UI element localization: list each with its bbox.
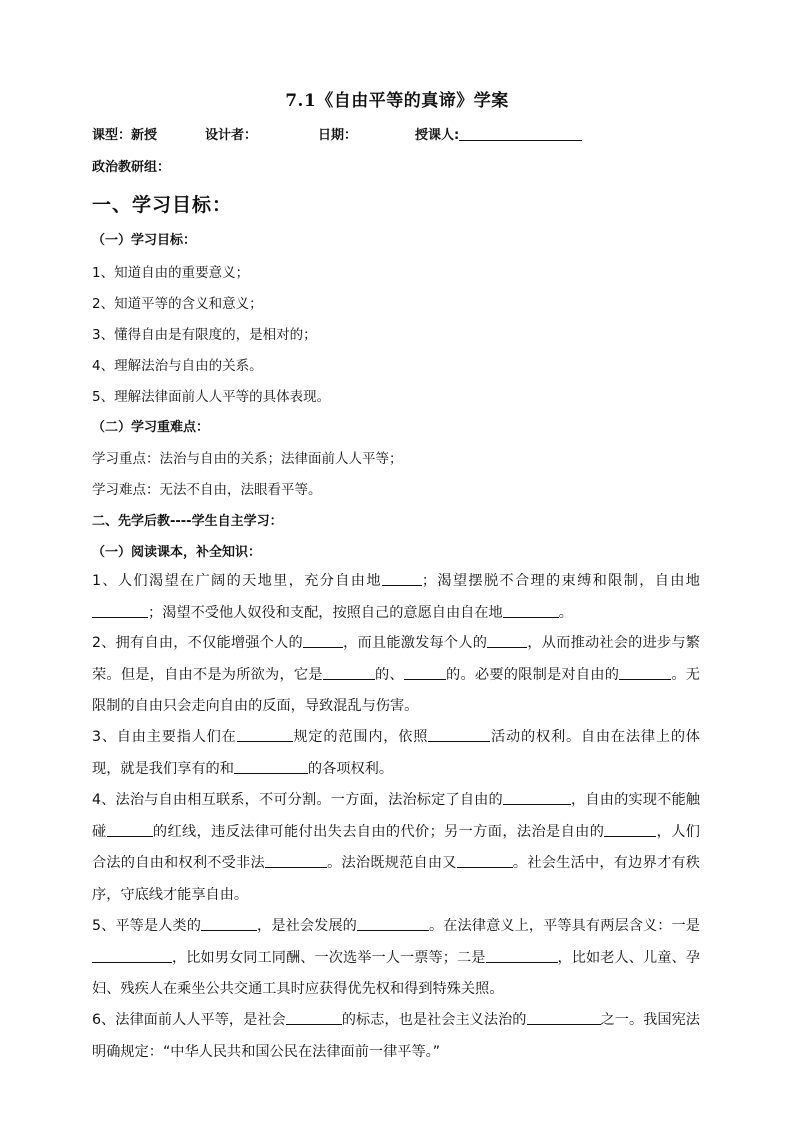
fill-blank[interactable]: [265, 852, 327, 868]
question-4: 4、法治与自由相互联系，不可分割。一方面，法治标定了自由的 ，自由的实现不能触碰 的红线，违反法律可能付出失去自由的代价；另一方面，法治是自由的 ，人们合法的自由和权利不受非法 。法治既规范自由又 。社会生活中，有边界才有秩序，守底线才能享自由。: [92, 785, 700, 911]
fill-blank[interactable]: [303, 632, 343, 648]
fill-blank[interactable]: [286, 1009, 342, 1025]
question-5: 5、平等是人类的 ，是社会发展的 。在法律意义上，平等具有两层含义：一是，比如男女同工同酬、一次选举一人一票等；二是 ，比如老人、儿童、孕妇、残疾人在乘坐公共交通工具时应获得优先权和得到特殊关照。: [92, 911, 700, 1006]
fill-blank[interactable]: [428, 726, 490, 742]
teacher-label: 授课人:: [415, 128, 460, 143]
fill-blank[interactable]: [619, 664, 671, 680]
goal-item: 3、懂得自由是有限度的，是相对的；: [92, 327, 317, 343]
page-title: 7.1《自由平等的真谛》学案: [285, 91, 509, 111]
teacher-field: [415, 124, 582, 143]
goal-item: 2、知道平等的含义和意义；: [92, 296, 263, 312]
fill-blank[interactable]: [92, 947, 172, 963]
fill-blank[interactable]: [503, 602, 559, 618]
fill-blank[interactable]: [237, 726, 293, 742]
goal-item: 1、知道自由的重要意义；: [92, 265, 250, 281]
fill-blank[interactable]: [323, 664, 375, 680]
section1-heading: 一、学习目标：: [92, 194, 233, 216]
fill-blank[interactable]: [457, 852, 513, 868]
goals-subheading: （一）学习目标：: [92, 233, 197, 248]
section2-heading: 二、先学后教----学生自主学习：: [92, 514, 283, 529]
difficult-point-text: 学习难点：无法不自由，法眼看平等。: [92, 482, 322, 498]
question-3: 3、自由主要指人们在 规定的范围内，依照 活动的权利。自由在法律上的体现，就是我们享有的和 的各项权利。: [92, 722, 700, 785]
fill-blank[interactable]: [486, 947, 558, 963]
key-point-text: 学习重点：法治与自由的关系；法律面前人人平等；: [92, 451, 403, 467]
question-1: 1、人们渴望在广阔的天地里，充分自由地 ；渴望摆脱不合理的束缚和限制，自由地；渴望不受他人奴役和支配，按照自己的意愿自由自在地 。: [92, 566, 700, 629]
question-6: 6、法律面前人人平等，是社会 的标志，也是社会主义法治的 之一。我国宪法明确规定：“中华人民共和国公民在法律面前一律平等。”: [92, 1005, 700, 1068]
designer-label: 设计者：: [205, 128, 258, 143]
fill-blank[interactable]: [107, 821, 153, 837]
date-label: 日期：: [318, 128, 358, 143]
fill-blank[interactable]: [487, 632, 527, 648]
research-group-label: 政治教研组：: [92, 160, 171, 175]
fill-blank[interactable]: [527, 1009, 601, 1025]
fill-blank[interactable]: [234, 758, 308, 774]
teacher-blank: [459, 126, 582, 141]
goal-item: 5、理解法律面前人人平等的具体表现。: [92, 389, 331, 405]
question-2: 2、拥有自由，不仅能增强个人的 ，而且能激发每个人的 ，从而推动社会的进步与繁荣。但是，自由不是为所欲为，它是 的、 的。必要的限制是对自由的 。无限制的自由只会走向自由的反面，导致混乱与伤害。: [92, 628, 700, 723]
reading-subheading: （一）阅读课本，补全知识：: [92, 545, 262, 560]
goal-item: 4、理解法治与自由的关系。: [92, 358, 263, 374]
fill-blank[interactable]: [201, 915, 257, 931]
fill-blank[interactable]: [503, 789, 571, 805]
key-points-subheading: （二）学习重难点：: [92, 420, 210, 435]
fill-blank[interactable]: [357, 915, 429, 931]
course-type-label: 课型：新授: [92, 128, 158, 143]
fill-blank[interactable]: [604, 821, 656, 837]
fill-blank[interactable]: [92, 602, 148, 618]
fill-blank[interactable]: [404, 664, 446, 680]
fill-blank[interactable]: [382, 570, 422, 586]
